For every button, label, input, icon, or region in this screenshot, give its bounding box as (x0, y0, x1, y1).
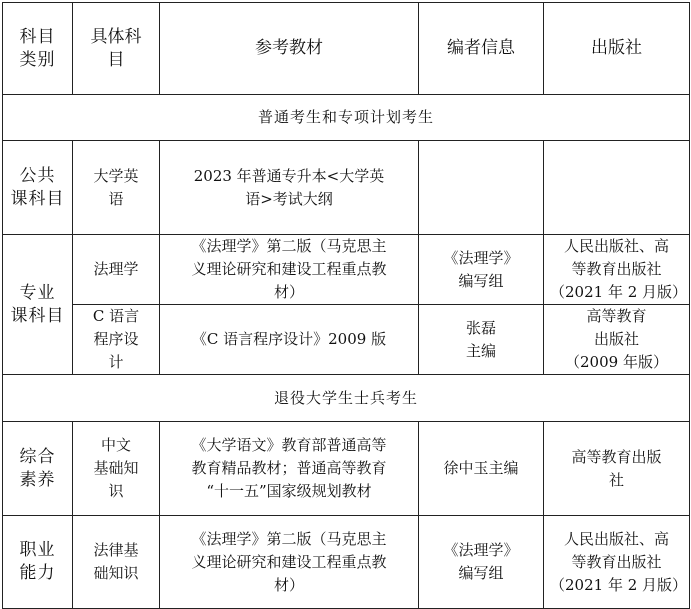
header-category-line1: 科目 (19, 26, 56, 47)
textbook-chinese: 《大学语文》教育部普通高等 教育精品教材；普通高等教育 “十一五”国家级规划教材 (160, 422, 419, 516)
textbook-law-basics: 《法理学》第二版（马克思主 义理论研究和建设工程重点教 材） (160, 516, 419, 609)
header-textbook: 参考教材 (160, 3, 419, 95)
editor-chinese: 徐中玉主编 (419, 422, 544, 516)
header-row (3, 3, 690, 95)
subject-english: 大学英 语 (73, 141, 160, 235)
category-major-line1: 专业 (19, 282, 56, 303)
publisher-english (544, 141, 690, 235)
subject-law-basics: 法律基 础知识 (73, 516, 160, 609)
category-general (3, 422, 73, 516)
editor-english (419, 141, 544, 235)
publisher-chinese: 高等教育出版 社 (544, 422, 690, 516)
publisher-clang: 高等教育 出版社 （2009 年版） (544, 305, 690, 375)
header-category-line2: 类别 (19, 49, 56, 70)
textbook-law: 《法理学》第二版（马克思主 义理论研究和建设工程重点教 材） (160, 235, 419, 305)
editor-law-basics: 《法理学》 编写组 (419, 516, 544, 609)
textbook-english: 2023 年普通专升本<大学英 语>考试大纲 (160, 141, 419, 235)
category-general-line1: 综合 (19, 446, 56, 467)
subject-law: 法理学 (73, 235, 160, 305)
header-publisher: 出版社 (544, 3, 690, 95)
editor-law: 《法理学》 编写组 (419, 235, 544, 305)
category-career (3, 516, 73, 609)
header-subject (73, 3, 160, 95)
row-career (3, 516, 690, 609)
publisher-law: 人民出版社、高 等教育出版社 （2021 年 2 月版） (544, 235, 690, 305)
row-general (3, 422, 690, 516)
textbook-clang: 《C 语言程序设计》2009 版 (160, 305, 419, 375)
header-subject-line1: 具体科 (90, 26, 142, 47)
header-subject-line2: 目 (107, 49, 125, 70)
subject-chinese: 中文 基础知 识 (73, 422, 160, 516)
publisher-law-basics: 人民出版社、高 等教育出版社 （2021 年 2 月版） (544, 516, 690, 609)
category-public-line2: 课科目 (10, 188, 65, 209)
textbook-table (2, 2, 690, 609)
category-career-line1: 职业 (19, 540, 56, 560)
header-editor: 编者信息 (419, 3, 544, 95)
row-law (3, 235, 690, 305)
subject-clang: C 语言 程序设 计 (73, 305, 160, 375)
section-row-regular (3, 95, 690, 141)
category-public (3, 141, 73, 235)
category-career-line2: 能力 (19, 563, 56, 583)
row-public (3, 141, 690, 235)
category-major-line2: 课科目 (10, 305, 65, 326)
row-clang (3, 305, 690, 375)
category-major (3, 235, 73, 375)
section-row-veteran (3, 375, 690, 422)
section-title-regular: 普通考生和专项计划考生 (3, 95, 690, 141)
category-general-line2: 素养 (19, 469, 56, 490)
header-category (3, 3, 73, 95)
section-title-veteran: 退役大学生士兵考生 (3, 375, 690, 422)
editor-clang: 张磊 主编 (419, 305, 544, 375)
category-public-line1: 公共 (19, 165, 56, 186)
